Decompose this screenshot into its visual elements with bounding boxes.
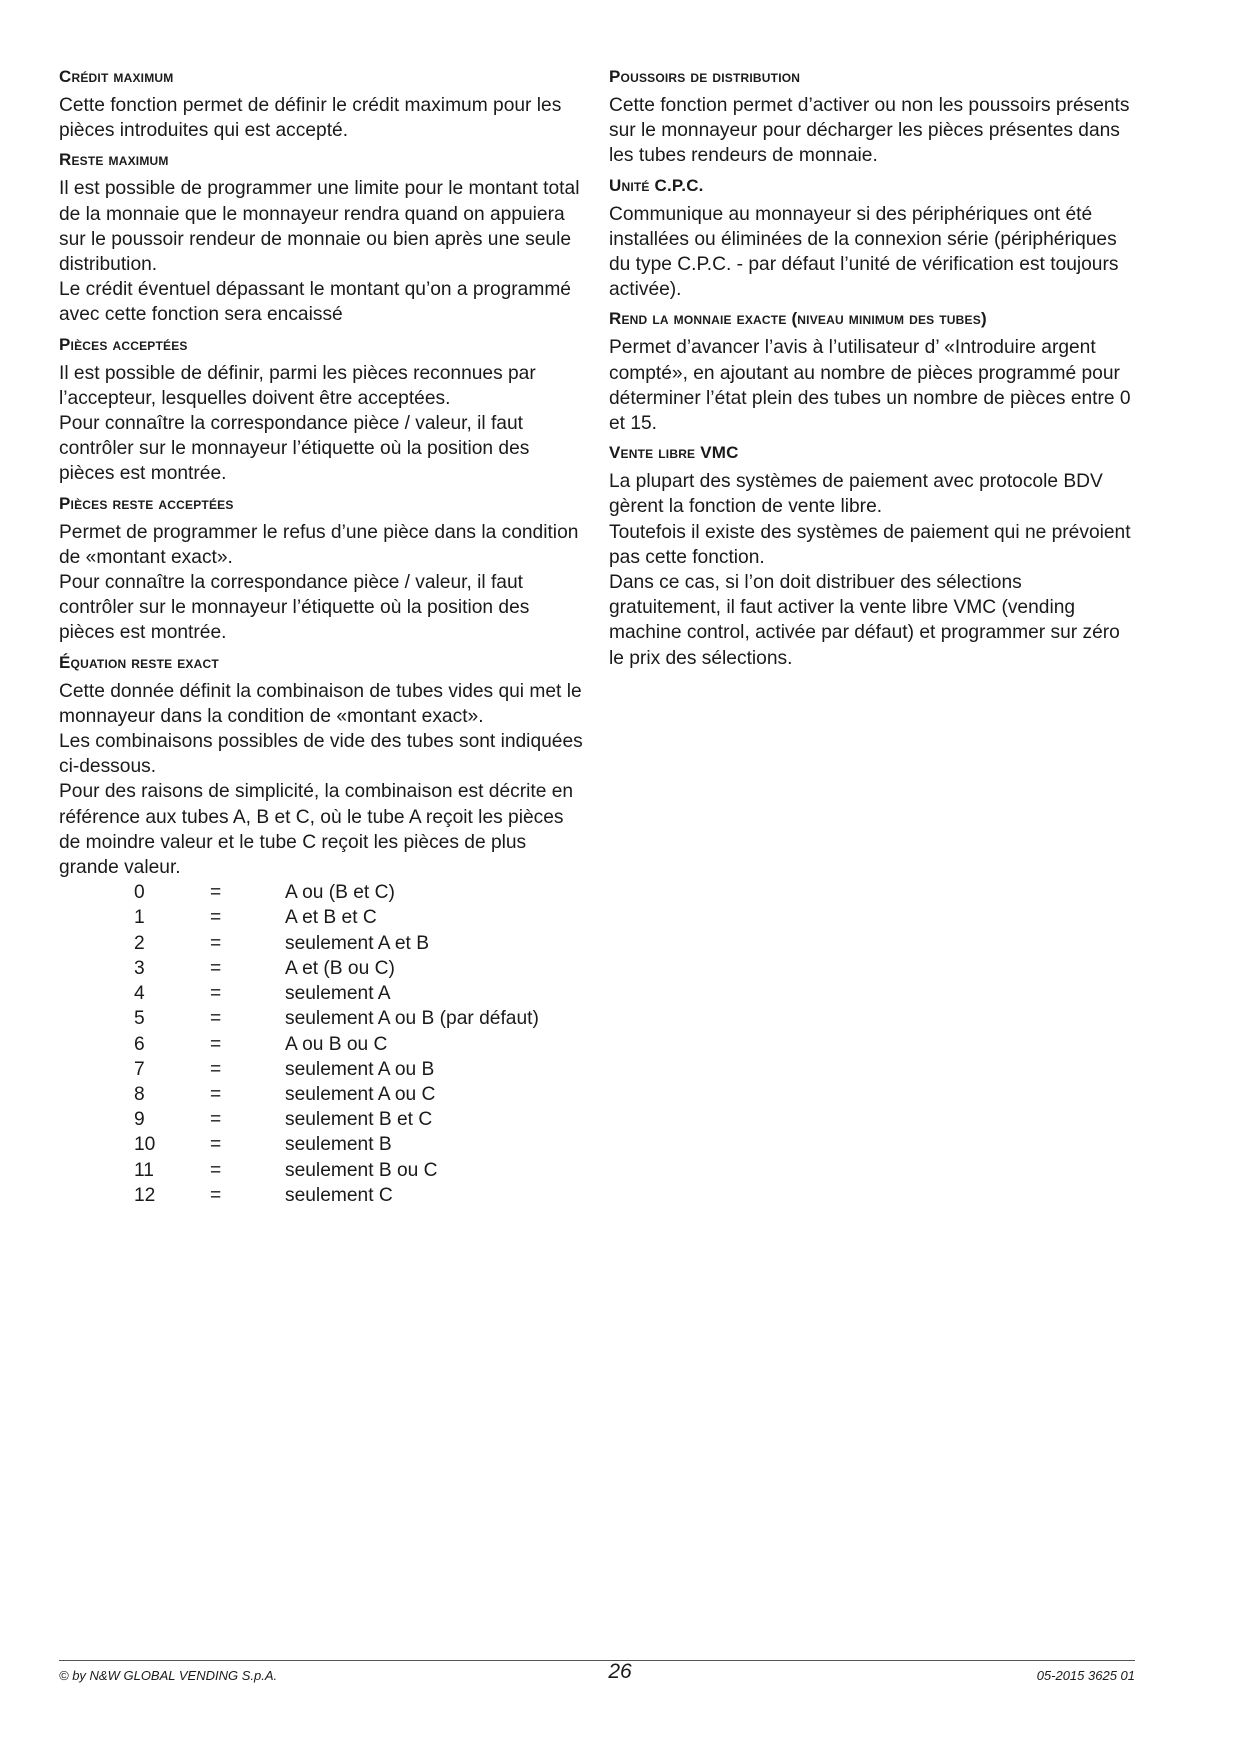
table-row: [59, 1032, 585, 1057]
table-row-number: 10: [134, 1134, 156, 1156]
reste-maximum-heading: Reste maximum: [59, 150, 169, 170]
table-row-equals: =: [210, 932, 222, 954]
table-row-value: seulement A ou B (par défaut): [285, 1008, 539, 1030]
table-row: [59, 905, 585, 930]
table-row-equals: =: [210, 1008, 222, 1030]
unite-cpc-text: Communique au monnayeur si des périphériques ont été installées ou éliminées de la connexion série (périphériques du type C.P.C. - par défaut l’unité de vérification est toujours activée).: [609, 203, 1119, 301]
pieces-reste-acceptees-heading: Pièces reste acceptées: [59, 493, 234, 513]
table-row-value: seulement B: [285, 1134, 392, 1156]
table-row-equals: =: [210, 957, 222, 979]
footer-doc-ref: 05-2015 3625 01: [1036, 1668, 1135, 1683]
table-row: [59, 931, 585, 956]
table-row-equals: =: [210, 1184, 222, 1206]
table-row-number: 2: [134, 932, 145, 954]
rend-monnaie-heading: Rend la monnaie exacte (niveau minimum des tubes): [609, 309, 987, 329]
vente-libre-text-1: La plupart des systèmes de paiement avec protocole BDV gèrent la fonction de vente libre.: [609, 471, 1103, 518]
equation-text-1: Cette donnée définit la combinaison de tubes vides qui met le monnayeur dans la condition de «montant exact».: [59, 680, 582, 727]
rend-monnaie-text: Permet d’avancer l’avis à l’utilisateur d’ «Introduire argent compté», en ajoutant au nombre de pièces programmé pour déterminer l’état plein des tubes un nombre de pièces entre 0 et 15.: [609, 337, 1131, 435]
equation-text-3: Pour des raisons de simplicité, la combinaison est décrite en référence aux tubes A, B et C, où le tube A reçoit les pièces de moindre valeur et le tube C reçoit les pièces de plus grande valeur.: [59, 781, 574, 879]
table-row-number: 9: [134, 1109, 145, 1131]
table-row-value: A ou (B et C): [285, 882, 395, 904]
table-row-value: seulement B ou C: [285, 1159, 438, 1181]
pieces-acceptees-heading: Pièces acceptées: [59, 334, 188, 354]
table-row-number: 5: [134, 1008, 145, 1030]
pieces-acceptees-text-1: Il est possible de définir, parmi les pièces reconnues par l’accepteur, lesquelles doivent être acceptées.: [59, 362, 536, 409]
table-row-value: seulement C: [285, 1184, 393, 1206]
poussoirs-heading: Poussoirs de distribution: [609, 67, 801, 86]
table-row-equals: =: [210, 1083, 222, 1105]
table-row: [59, 956, 585, 981]
table-row-number: 11: [134, 1159, 154, 1181]
table-row-equals: =: [210, 907, 222, 929]
vente-libre-heading: Vente libre VMC: [609, 443, 739, 463]
table-row-equals: =: [210, 1109, 222, 1131]
left-column: [59, 66, 585, 1208]
pieces-reste-acceptees-text-1: Permet de programmer le refus d’une pièce dans la condition de «montant exact».: [59, 521, 579, 568]
table-row-equals: =: [210, 1033, 222, 1055]
table-row: [59, 1107, 585, 1132]
table-row-equals: =: [210, 983, 222, 1005]
vente-libre-text-3: Dans ce cas, si l’on doit distribuer des sélections gratuitement, il faut activer la vente libre VMC (vending machine control, activée par défaut) et programmer sur zéro le prix des sélections.: [609, 572, 1120, 669]
table-row: [59, 981, 585, 1006]
table-row-number: 0: [134, 882, 145, 904]
table-row: [59, 1082, 585, 1107]
footer-copyright: © by N&W GLOBAL VENDING S.p.A.: [59, 1668, 278, 1683]
table-row-number: 1: [134, 907, 145, 929]
equation-table: [59, 880, 585, 1208]
table-row: [59, 880, 585, 905]
equation-reste-exact-heading: Équation reste exact: [59, 652, 219, 672]
table-row-number: 7: [134, 1058, 145, 1080]
table-row-number: 4: [134, 983, 145, 1005]
reste-maximum-text-2: Le crédit éventuel dépassant le montant qu’on a programmé avec cette fonction sera encaissé: [59, 279, 571, 326]
pieces-reste-acceptees-text-2: Pour connaître la correspondance pièce / valeur, il faut contrôler sur le monnayeur l’étiquette où la position des pièces est montrée.: [59, 572, 530, 644]
reste-maximum-text-1: Il est possible de programmer une limite pour le montant total de la monnaie que le monnayeur rendra quand on appuiera sur le poussoir rendeur de monnaie ou bien après une seule distribution.: [59, 178, 580, 276]
table-row-number: 3: [134, 957, 145, 979]
table-row-equals: =: [210, 1134, 222, 1156]
table-row: [59, 1183, 585, 1208]
table-row-equals: =: [210, 1058, 222, 1080]
table-row-value: seulement A ou B: [285, 1058, 435, 1080]
table-row-equals: =: [210, 882, 222, 904]
table-row: [59, 1057, 585, 1082]
unite-cpc-heading: Unité C.P.C.: [609, 175, 704, 195]
table-row-number: 12: [134, 1184, 156, 1206]
table-row: [59, 1132, 585, 1157]
table-row-value: A et B et C: [285, 907, 377, 929]
table-row: [59, 1006, 585, 1031]
pieces-acceptees-text-2: Pour connaître la correspondance pièce / valeur, il faut contrôler sur le monnayeur l’étiquette où la position des pièces est montrée.: [59, 413, 530, 485]
table-row-number: 6: [134, 1033, 145, 1055]
equation-text-2: Les combinaisons possibles de vide des tubes sont indiquées ci-dessous.: [59, 731, 583, 778]
table-row-equals: =: [210, 1159, 222, 1181]
poussoirs-text: Cette fonction permet d’activer ou non les poussoirs présents sur le monnayeur pour décharger les pièces présentes dans les tubes rendeurs de monnaie.: [609, 95, 1130, 167]
table-row-value: seulement A: [285, 983, 391, 1005]
table-row-value: seulement B et C: [285, 1109, 433, 1131]
vente-libre-text-2: Toutefois il existe des systèmes de paiement qui ne prévoient pas cette fonction.: [609, 521, 1131, 568]
credit-maximum-heading: Crédit maximum: [59, 67, 174, 86]
table-row-value: seulement A ou C: [285, 1083, 436, 1105]
table-row-value: seulement A et B: [285, 932, 429, 954]
credit-maximum-text: Cette fonction permet de définir le crédit maximum pour les pièces introduites qui est accepté.: [59, 95, 562, 142]
table-row-value: A et (B ou C): [285, 957, 395, 979]
page-number: 26: [608, 1660, 632, 1683]
table-row-number: 8: [134, 1083, 145, 1105]
table-row-value: A ou B ou C: [285, 1033, 388, 1055]
table-row: [59, 1158, 585, 1183]
right-column: [609, 66, 1135, 671]
